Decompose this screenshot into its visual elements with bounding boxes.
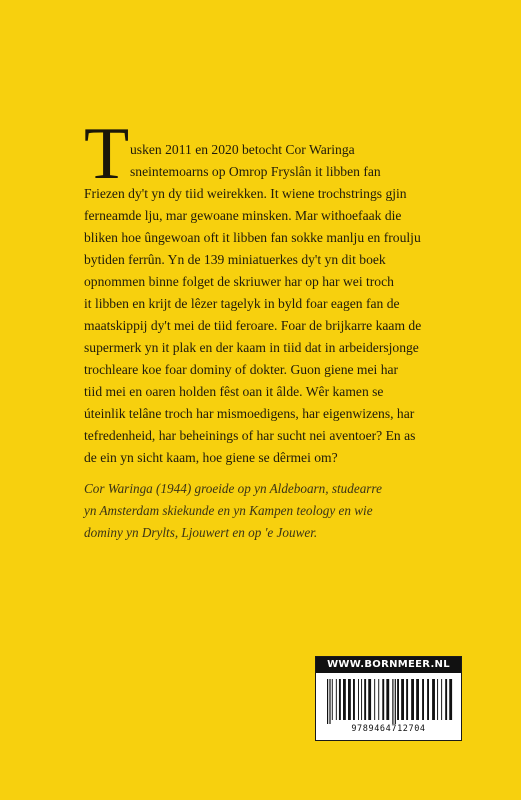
blurb-line: opnommen binne folget de skriuwer har op har wei troch: [84, 274, 394, 289]
blurb-line: sneintemoarns op Omrop Fryslân it libben fan: [130, 164, 381, 179]
blurb-line: tefredenheid, har beheinings of har sucht nei aventoer? En as: [84, 428, 416, 443]
barcode-bar: [395, 679, 396, 724]
barcode-bar: [422, 679, 424, 720]
publisher-url: WWW.BORNMEER.NL: [316, 657, 461, 673]
barcode-bar: [353, 679, 355, 720]
barcode-bar: [441, 679, 442, 720]
barcode-bar: [437, 679, 438, 720]
barcode-bar: [336, 679, 337, 720]
blurb-line: tiid mei en oaren holden fêst oan it âlde. Wêr kamen se: [84, 384, 384, 399]
barcode-bar: [397, 679, 399, 720]
barcode-bar: [416, 679, 419, 720]
barcode-bar: [382, 679, 384, 720]
bio-line: Cor Waringa (1944) groeide op yn Aldeboarn, studearre: [84, 481, 382, 496]
barcode-bar: [432, 679, 435, 720]
drop-cap: T: [84, 113, 130, 195]
blurb-line: de ein yn sicht kaam, hoe giene se dêrmei om?: [84, 450, 338, 465]
barcode-bar: [386, 679, 389, 720]
barcode-bar: [361, 679, 362, 720]
barcode-bar: [445, 679, 447, 720]
barcode-bar: [339, 679, 341, 720]
blurb-line: trochleare koe foar dominy of dokter. Guon giene mei har: [84, 362, 399, 377]
barcode-bar: [427, 679, 429, 720]
barcode-bar: [368, 679, 371, 720]
barcode-bar: [401, 679, 404, 720]
barcode-bar: [332, 679, 333, 720]
barcode-bar: [343, 679, 346, 720]
barcode-bar: [348, 679, 351, 720]
blurb-line: bytiden ferrûn. Yn de 139 miniatuerkes dy't yn dit boek: [84, 252, 386, 267]
barcode-bar: [327, 679, 328, 724]
blurb-line: bliken hoe ûngewoan oft it libben fan sokke manlju en froulju: [84, 230, 421, 245]
barcode-label: [315, 656, 462, 741]
barcode-bar: [329, 679, 330, 724]
blurb-line: it libben en krijt de lêzer tagelyk in byld foar eagen fan de: [84, 296, 400, 311]
barcode-bar: [358, 679, 359, 720]
barcode-bar: [449, 679, 452, 720]
barcode-bars: [327, 679, 453, 724]
isbn-number: 9789464712704: [351, 724, 426, 734]
blurb-line: maatskippij dy't mei de tiid feroare. Foar de brijkarre kaam de: [84, 318, 422, 333]
barcode-bar: [392, 679, 393, 724]
blurb-line: usken 2011 en 2020 betocht Cor Waringa: [130, 142, 355, 157]
barcode-bar: [411, 679, 414, 720]
bio-line: dominy yn Drylts, Ljouwert en op 'e Jouwer.: [84, 525, 318, 540]
blurb-line: úteinlik telâne troch har mismoedigens, har eigenwizens, har: [84, 406, 415, 421]
barcode-bar: [378, 679, 379, 720]
blurb-line: ferneamde lju, mar gewoane minsken. Mar withoefaak die: [84, 208, 402, 223]
bio-line: yn Amsterdam skiekunde en yn Kampen teology en wie: [84, 503, 373, 518]
barcode-bar: [406, 679, 408, 720]
barcode-bar: [364, 679, 366, 720]
blurb-line: supermerk yn it plak en der kaam in tiid dat in arbeidersjonge: [84, 340, 419, 355]
barcode-bar: [374, 679, 375, 720]
blurb-line: Friezen dy't yn dy tiid weirekken. It wiene trochstrings gjin: [84, 186, 407, 201]
